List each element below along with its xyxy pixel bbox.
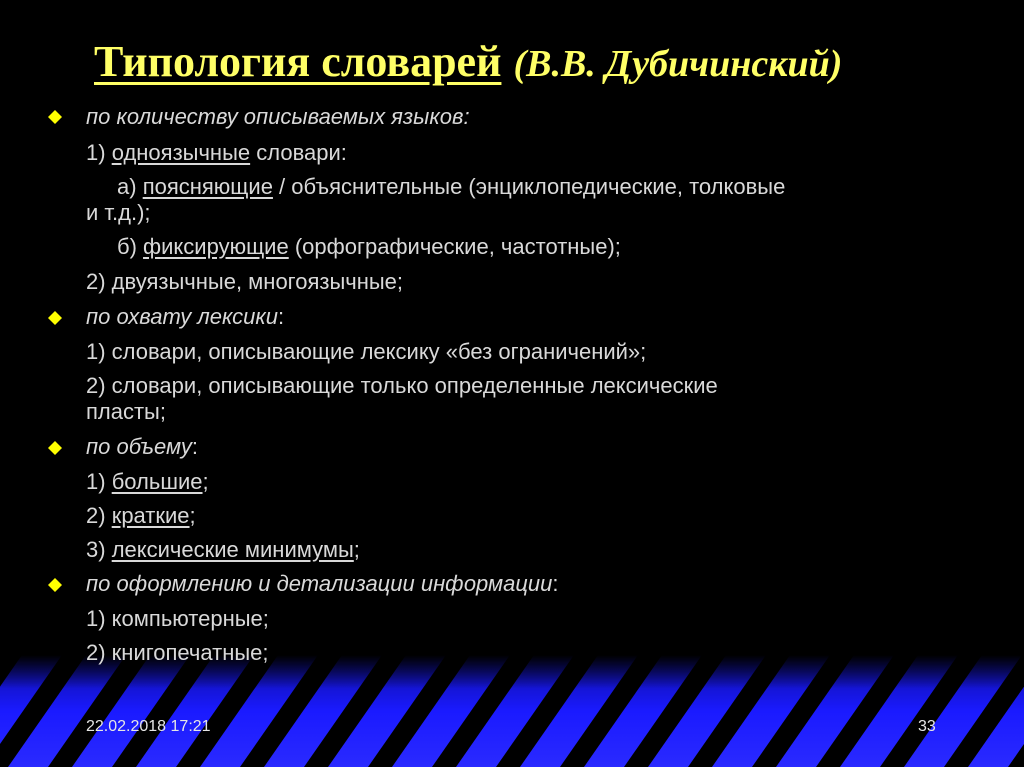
title-main: Типология словарей: [94, 37, 502, 86]
section4-item1: 1) компьютерные;: [86, 606, 269, 631]
stripe-fade-overlay: [0, 655, 1024, 767]
section4-item2: 2) книгопечатные;: [86, 640, 269, 665]
yellow-diamond-icon: [48, 110, 62, 124]
section1-item1: 1) одноязычные словари:: [86, 140, 347, 165]
section4-header: по оформлению и детализации информации:: [86, 571, 559, 596]
footer-date: 22.02.2018 17:21: [86, 718, 211, 735]
section2-item2-line2: пласты;: [86, 399, 166, 424]
footer-page-number: 33: [918, 718, 936, 735]
section1-header: по количеству описываемых языков:: [86, 104, 470, 129]
section3-item1: 1) большие;: [86, 469, 209, 494]
yellow-diamond-icon: [48, 311, 62, 325]
section2-item1: 1) словари, описывающие лексику «без ограничений»;: [86, 339, 647, 364]
section2-item2-line1: 2) словари, описывающие только определенные лексические: [86, 373, 718, 398]
title-author: (В.В. Дубичинский): [513, 43, 843, 85]
section3-item2: 2) краткие;: [86, 503, 196, 528]
yellow-diamond-icon: [48, 578, 62, 592]
section2-header: по охвату лексики:: [86, 304, 285, 329]
section1-item2: 2) двуязычные, многоязычные;: [86, 269, 404, 294]
section3-header: по объему:: [86, 434, 198, 459]
section3-item3: 3) лексические минимумы;: [86, 537, 360, 562]
slide-title: [94, 36, 842, 87]
section1-sub-a: а) поясняющие / объяснительные (энциклопедические, толковые: [117, 174, 786, 199]
section1-sub-b: б) фиксирующие (орфографические, частотные);: [117, 234, 621, 259]
yellow-diamond-icon: [48, 441, 62, 455]
section1-sub-a-cont: и т.д.);: [86, 200, 151, 225]
